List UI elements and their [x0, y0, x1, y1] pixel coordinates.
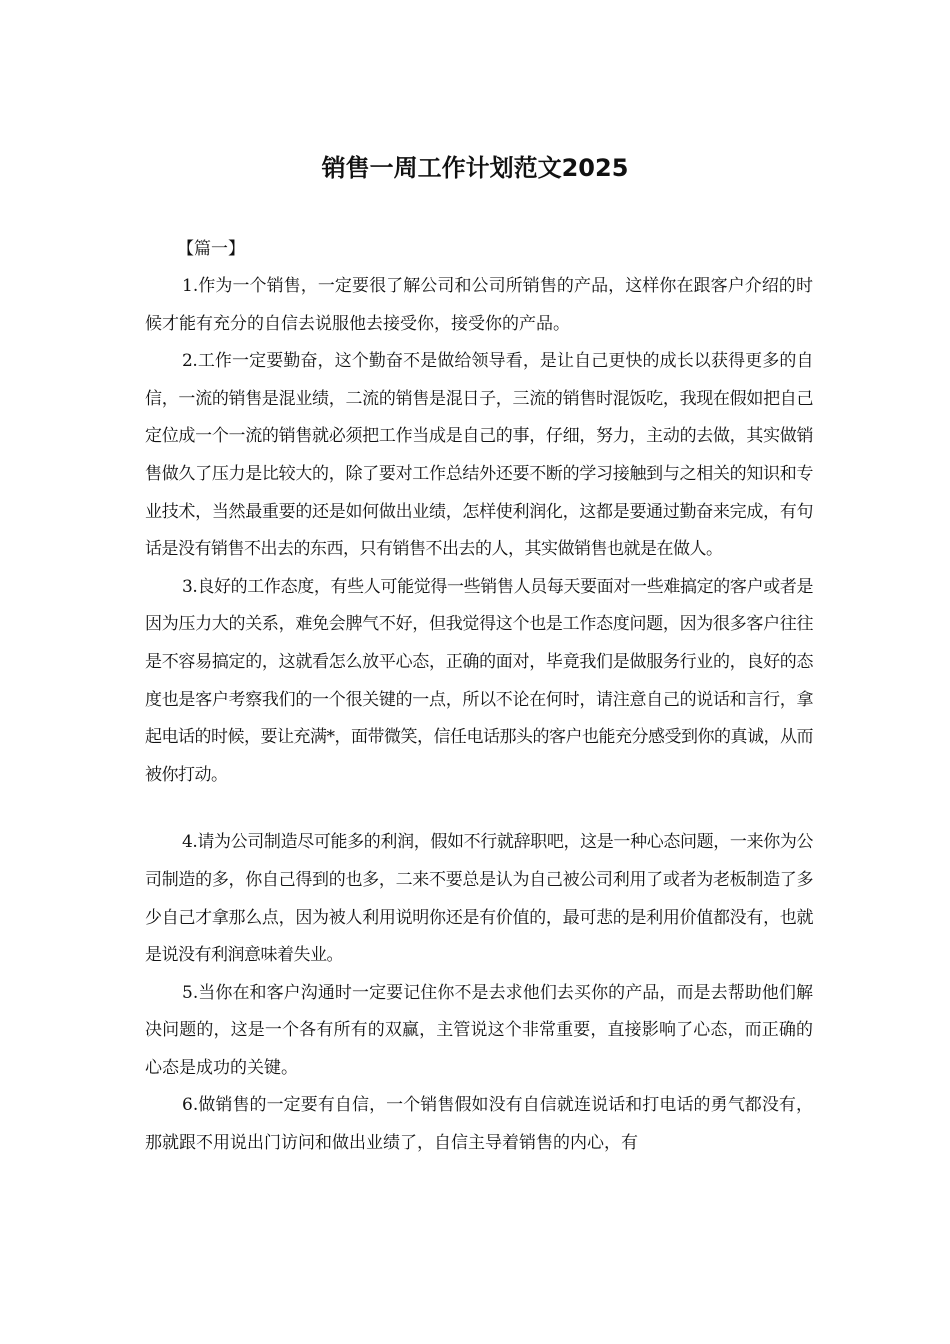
paragraph-5: 5.当你在和客户沟通时一定要记住你不是去求他们去买你的产品，而是去帮助他们解决问题的，这是一个各有所有的双赢，主管说这个非常重要，直接影响了心态，而正确的心态是成功的关键。: [145, 982, 813, 1078]
paragraph-spacer: [145, 794, 813, 824]
paragraph-3: 3.良好的工作态度，有些人可能觉得一些销售人员每天要面对一些难搞定的客户或者是因为压力大的关系，难免会脾气不好，但我觉得这个也是工作态度问题，因为很多客户往往是不容易搞定的，这就看怎么放平心态，正确的面对，毕竟我们是做服务行业的，良好的态度也是客户考察我们的一个很关键的一点，所以不论在何时，请注意自己的说话和言行，拿起电话的时候，要让充满*，面带微笑，信任电话那头的客户也能充分感受到你的真诚，从而被你打动。: [145, 576, 813, 785]
paragraph-1: 1.作为一个销售，一定要很了解公司和公司所销售的产品，这样你在跟客户介绍的时候才能有充分的自信去说服他去接受你，接受你的产品。: [145, 276, 813, 334]
section-label: 【篇一】: [177, 239, 245, 259]
document-body: [145, 230, 813, 1163]
paragraph-4: 4.请为公司制造尽可能多的利润，假如不行就辞职吧，这是一种心态问题，一来你为公司制造的多，你自己得到的也多，二来不要总是认为自己被公司利用了或者为老板制造了多少自己才拿那么点，因为被人利用说明你还是有价值的，最可悲的是利用价值都没有，也就是说没有利润意味着失业。: [145, 832, 813, 966]
document-title: 销售一周工作计划范文2025: [321, 154, 629, 182]
paragraph-2: 2.工作一定要勤奋，这个勤奋不是做给领导看，是让自己更快的成长以获得更多的自信，一流的销售是混业绩，二流的销售是混日子，三流的销售时混饭吃，我现在假如把自己定位成一个一流的销售就必须把工作当成是自己的事，仔细，努力，主动的去做，其实做销售做久了压力是比较大的，除了要对工作总结外还要不断的学习接触到与之相关的知识和专业技术，当然最重要的还是如何做出业绩，怎样使利润化，这都是要通过勤奋来完成，有句话是没有销售不出去的东西，只有销售不出去的人，其实做销售也就是在做人。: [145, 351, 813, 560]
paragraph-6: 6.做销售的一定要有自信，一个销售假如没有自信就连说话和打电话的勇气都没有，那就跟不用说出门访问和做出业绩了，自信主导着销售的内心，有: [145, 1095, 813, 1154]
